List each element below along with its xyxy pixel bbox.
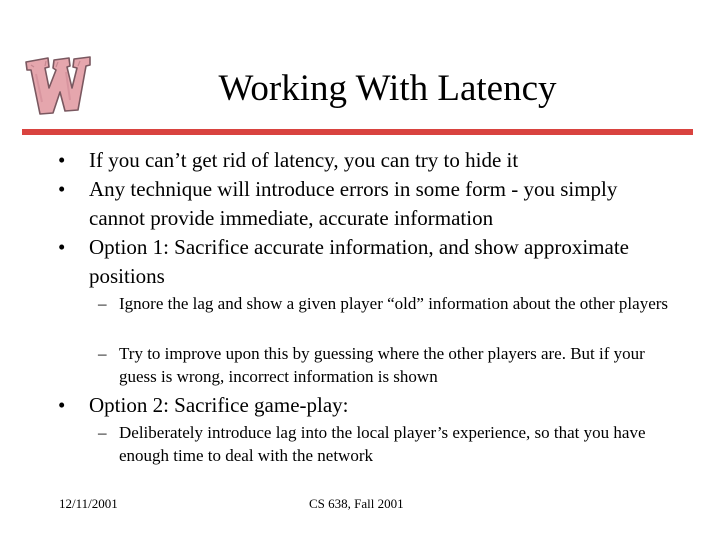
sub-bullet-marker: – [98, 294, 107, 313]
slide-title: Working With Latency [218, 68, 557, 109]
bullet-text: Option 1: Sacrifice accurate information, and show approximate positions [89, 235, 629, 288]
sub-bullet-text: Try to improve upon this by guessing where the other players are. But if your guess is wrong, incorrect information is shown [119, 344, 645, 386]
bullet-option-1 [58, 233, 668, 291]
bullet-text: Any technique will introduce errors in some form - you simply cannot provide immediate, accurate information [89, 177, 618, 230]
bullet-marker: • [58, 235, 66, 259]
sub-bullet-ignore-lag [98, 292, 678, 315]
bullet-hide-latency [58, 146, 668, 175]
bullet-marker: • [58, 393, 66, 417]
bullet-text: Option 2: Sacrifice game-play: [89, 393, 349, 417]
bullet-option-2 [58, 391, 668, 420]
sub-bullet-marker: – [98, 344, 107, 363]
sub-bullet-text: Ignore the lag and show a given player “old” information about the other players [119, 294, 669, 313]
bullet-technique-errors [58, 175, 668, 233]
bullet-marker: • [58, 177, 66, 201]
sub-bullet-introduce-lag [98, 421, 678, 467]
sub-bullet-guess-positions [98, 342, 678, 388]
footer-course: CS 638, Fall 2001 [309, 496, 404, 511]
footer-date: 12/11/2001 [59, 496, 118, 511]
bullet-marker: • [58, 148, 66, 172]
sub-bullet-text: Deliberately introduce lag into the local player’s experience, so that you have enough time to deal with the network [119, 423, 646, 465]
bullet-text: If you can’t get rid of latency, you can try to hide it [89, 148, 519, 172]
sub-bullet-marker: – [98, 423, 107, 442]
